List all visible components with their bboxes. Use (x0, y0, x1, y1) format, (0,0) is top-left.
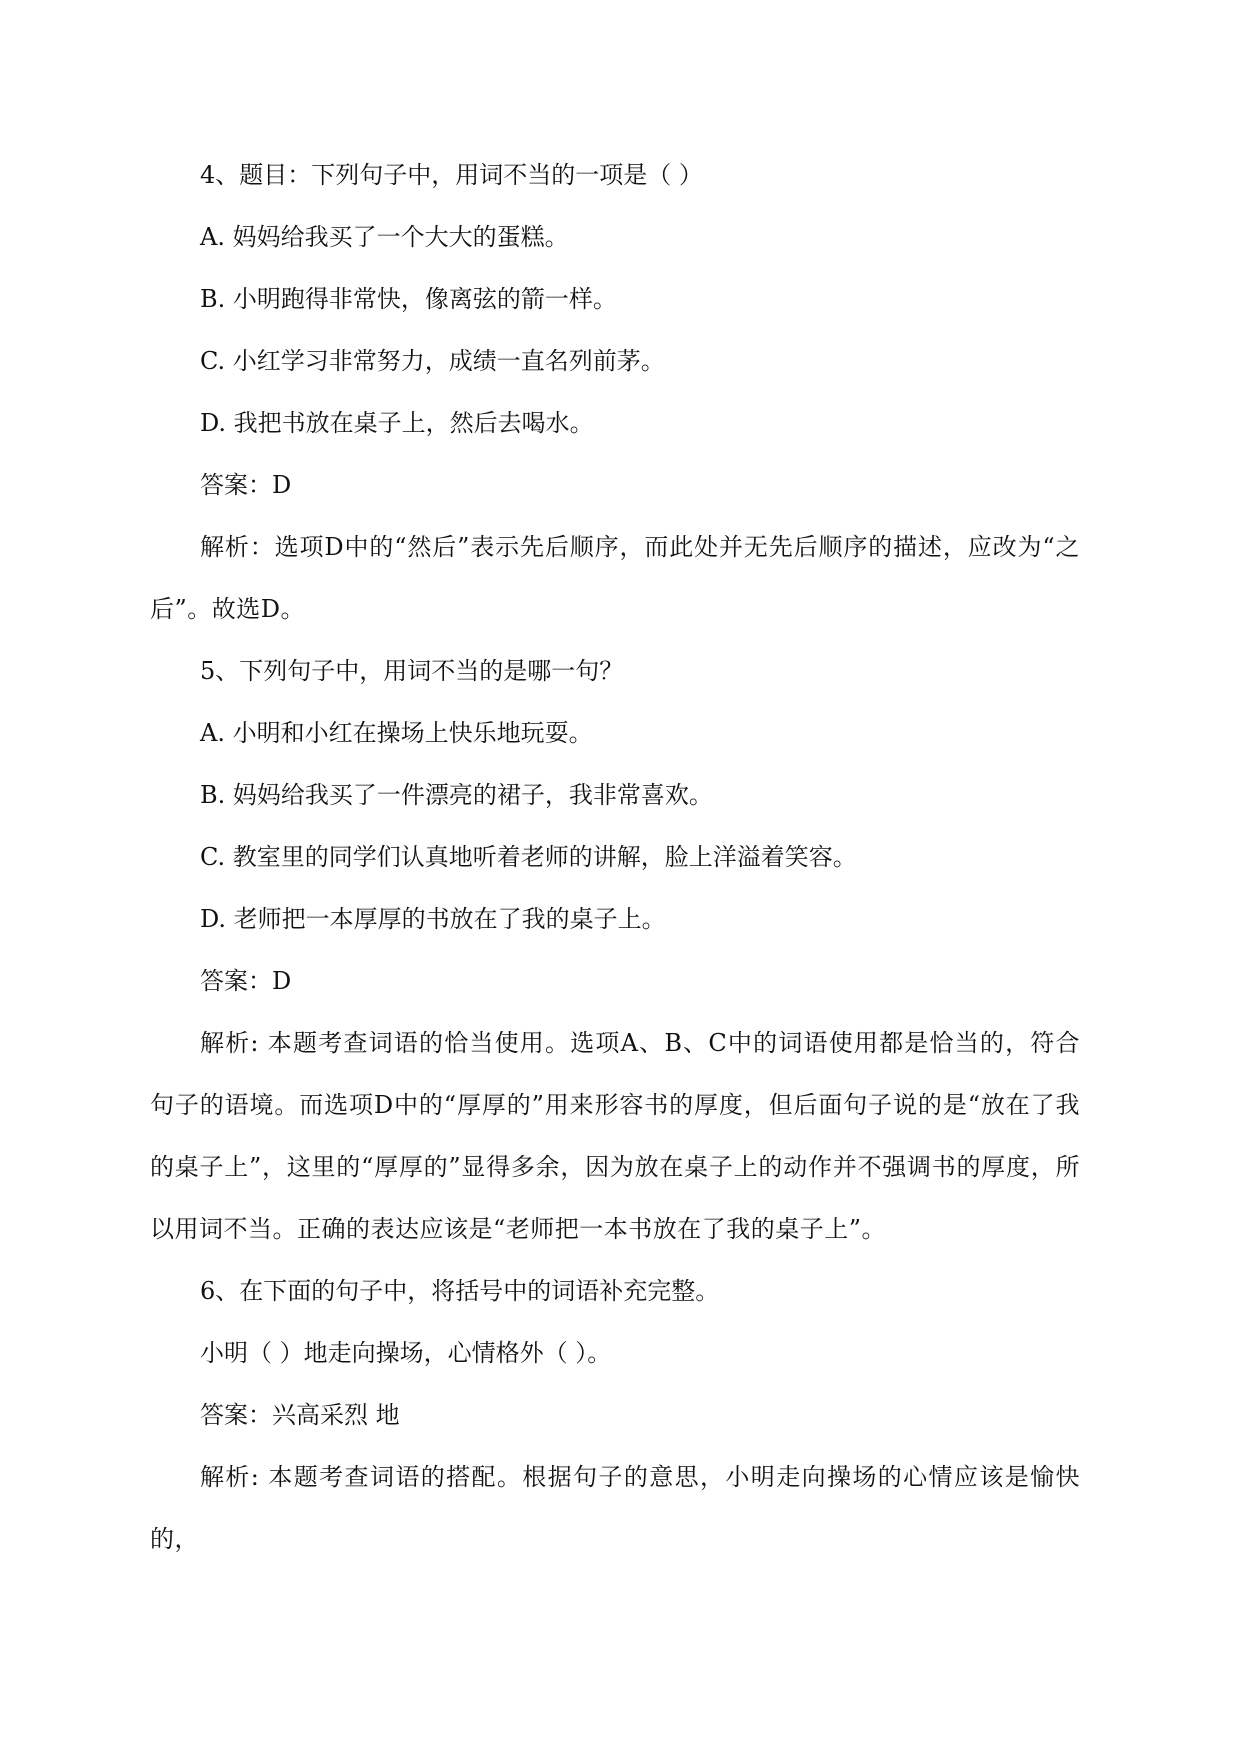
question-6-analysis: 解析: 本题考查词语的搭配。根据句子的意思，小明走向操场的心情应该是愉快的， (150, 1463, 1080, 1553)
question-6-sentence: 小明（ ）地走向操场，心情格外（ ）。 (200, 1339, 612, 1367)
question-4-analysis: 解析：选项D中的“然后”表示先后顺序，而此处并无先后顺序的描述，应改为“之后”。故选D。 (150, 533, 1080, 623)
question-5-answer: 答案：D (200, 967, 292, 995)
question-4-option-b: B. 小明跑得非常快，像离弦的箭一样。 (200, 285, 617, 313)
question-4-option-d: D. 我把书放在桌子上，然后去喝水。 (200, 409, 594, 437)
question-4-title: 4、题目：下列句子中，用词不当的一项是（ ） (200, 161, 703, 189)
question-5-option-c: C. 教室里的同学们认真地听着老师的讲解，脸上洋溢着笑容。 (200, 843, 857, 871)
question-4-option-c: C. 小红学习非常努力，成绩一直名列前茅。 (200, 347, 665, 375)
question-4-answer: 答案：D (200, 471, 292, 499)
question-5-analysis: 解析: 本题考查词语的恰当使用。选项A、B、C中的词语使用都是恰当的，符合句子的语境。而选项D中的“厚厚的”用来形容书的厚度，但后面句子说的是“放在了我的桌子上”，这里的“厚厚的”显得多余，因为放在桌子上的动作并不强调书的厚度，所以用词不当。正确的表达应该是“老师把一本书放在了我的桌子上”。 (150, 1029, 1080, 1243)
question-6-title: 6、在下面的句子中，将括号中的词语补充完整。 (200, 1277, 720, 1305)
question-4-option-a: A. 妈妈给我买了一个大大的蛋糕。 (200, 223, 569, 251)
question-5-option-a: A. 小明和小红在操场上快乐地玩耍。 (200, 719, 593, 747)
question-5-title: 5、下列句子中，用词不当的是哪一句？ (200, 657, 624, 685)
question-5-option-b: B. 妈妈给我买了一件漂亮的裙子，我非常喜欢。 (200, 781, 713, 809)
question-5-option-d: D. 老师把一本厚厚的书放在了我的桌子上。 (200, 905, 666, 933)
question-6-answer: 答案：兴高采烈 地 (200, 1401, 400, 1429)
document-content (150, 144, 1080, 1570)
